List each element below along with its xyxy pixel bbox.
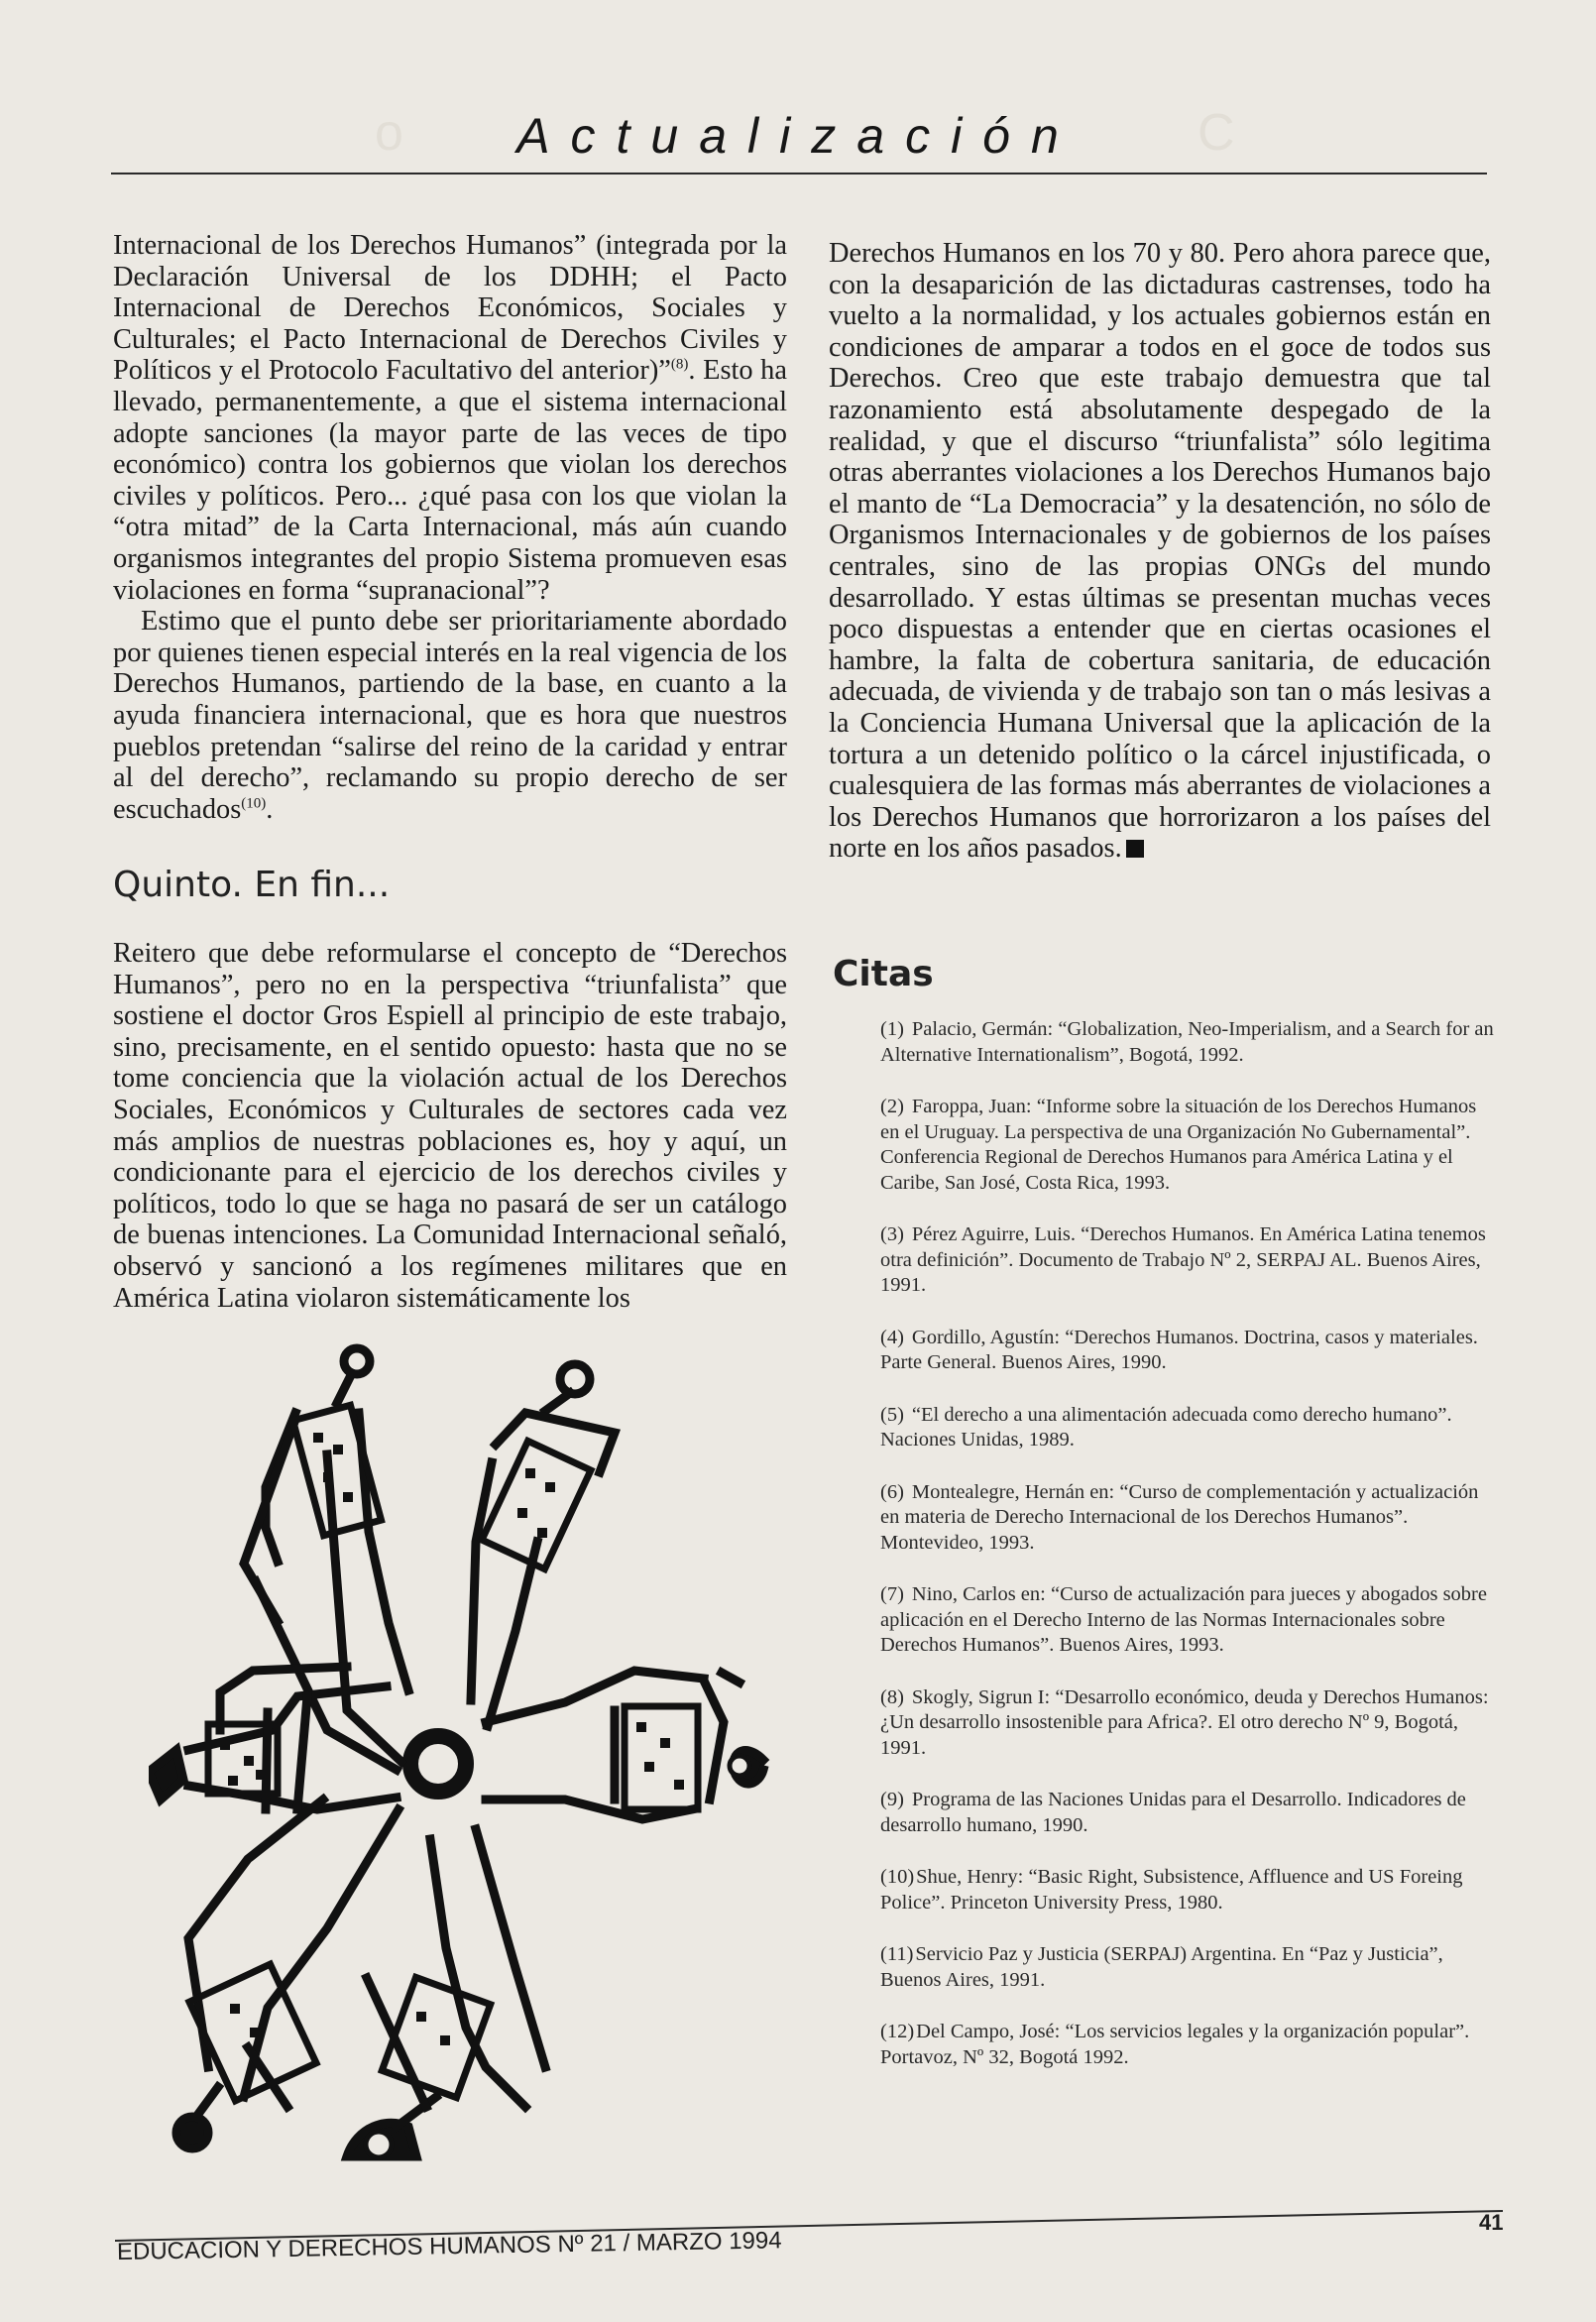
- header-rule: [111, 173, 1487, 174]
- citation-number: (8): [880, 1685, 904, 1708]
- section-title: Actualización: [516, 108, 1080, 164]
- citation-number: (12): [880, 2021, 915, 2042]
- paragraph-text: Estimo que el punto debe ser prioritariamente abordado por quienes tienen especial interés en la real vigencia de los Derechos Humanos, partiendo de la base, en cuanto a la ayuda financiera internacional, que es hora que nuestros pueblos pretendan “salirse del reino de la caridad y entrar al del derecho”, reclamando su propio derecho de ser escuchados: [113, 606, 787, 825]
- citation-text: Nino, Carlos en: “Curso de actualización para jueces y abogados sobre aplicación en el Derecho Interno de las Normas Internacionales sobre Derechos Humanos”. Buenos Aires, 1993.: [880, 1583, 1487, 1656]
- citation-number: (4): [880, 1326, 904, 1348]
- citation-text: Servicio Paz y Justicia (SERPAJ) Argentina. En “Paz y Justicia”, Buenos Aires, 1991.: [880, 1943, 1443, 1991]
- paragraph: [829, 238, 1491, 865]
- citation-item: [880, 1865, 1497, 1916]
- ghost-letter: C: [1197, 104, 1235, 162]
- citation-number: (6): [880, 1480, 904, 1503]
- citation-text: Montealegre, Hernán en: “Curso de complementación y actualización en materia de Derecho Internacional de los Derechos Humanos”. Montevideo, 1993.: [880, 1480, 1479, 1554]
- paragraph: [113, 606, 787, 825]
- footnote-ref: (10): [241, 795, 267, 812]
- citation-text: Pérez Aguirre, Luis. “Derechos Humanos. En América Latina tenemos otra definición”. Documento de Trabajo Nº 2, SERPAJ AL. Buenos Aires, 1991.: [880, 1223, 1486, 1296]
- citation-item: [880, 1222, 1497, 1299]
- end-of-article-mark: [1126, 840, 1144, 858]
- paragraph-text: .: [266, 793, 274, 825]
- citation-number: (5): [880, 1403, 904, 1426]
- citation-text: Faroppa, Juan: “Informe sobre la situación de los Derechos Humanos en el Uruguay. La perspectiva de una Organización No Gubernamental”. Conferencia Regional de Derechos Humanos para América Latina y el Caribe, San José, Costa Rica, 1993.: [880, 1096, 1477, 1194]
- footnote-ref: (8): [670, 356, 689, 373]
- paragraph-text: . Esto ha llevado, permanentemente, a que el sistema internacional adopte sanciones (la mayor parte de las veces de tipo económico) contra los gobiernos que violan los derechos civiles y políticos. Pero... ¿qué pasa con los que violan la “otra mitad” de la Carta Internacional, más aún cuando organismos integrantes del propio Sistema promueven esas violaciones en forma “supranacional”?: [113, 355, 787, 606]
- citation-item: [880, 1095, 1497, 1196]
- citation-number: (9): [880, 1789, 904, 1810]
- citation-item: [880, 1788, 1497, 1838]
- citation-number: (2): [880, 1096, 904, 1117]
- citation-item: [880, 1326, 1497, 1376]
- left-column-lower: [113, 938, 787, 1314]
- citation-item: [880, 1582, 1497, 1659]
- citation-text: “El derecho a una alimentación adecuada como derecho humano”. Naciones Unidas, 1989.: [880, 1403, 1452, 1451]
- citation-number: (3): [880, 1223, 904, 1245]
- citation-number: (7): [880, 1583, 904, 1605]
- paragraph: Reitero que debe reformularse el concepto de “Derechos Humanos”, pero no en la perspectiva “triunfalista” que sostiene el doctor Gros Espiell al principio de este trabajo, sino, precisamente, en el sentido opuesto: hasta que no se tome conciencia que la violación actual de los Derechos Sociales, Económicos y Culturales de sectores cada vez más amplios de nuestras poblaciones es, hoy y aquí, un condicionante para el ejercicio de los derechos civiles y políticos, todo lo que se haga no pasará de ser un catálogo de buenas intenciones. La Comunidad Internacional señaló, observó y sancionó a los regímenes militares que en América Latina violaron sistemáticamente los: [113, 938, 787, 1314]
- ghost-letter: o: [375, 104, 403, 162]
- citation-item: [880, 1017, 1497, 1068]
- citation-text: Skogly, Sigrun I: “Desarrollo económico, deuda y Derechos Humanos: ¿Un desarrollo insostenible para Africa?. El otro derecho Nº 9, Bogotá, 1991.: [880, 1685, 1489, 1759]
- citations-list: [880, 1017, 1497, 2097]
- citation-item: [880, 1480, 1497, 1557]
- right-column: [829, 238, 1491, 865]
- citation-number: (1): [880, 1018, 904, 1040]
- citation-item: [880, 1685, 1497, 1762]
- citation-number: (11): [880, 1943, 914, 1965]
- citation-number: (10): [880, 1866, 915, 1888]
- citation-item: [880, 1942, 1497, 1993]
- paragraph-text: Derechos Humanos en los 70 y 80. Pero ahora parece que, con la desaparición de las dictaduras castrenses, todo ha vuelto a la normalidad, y los actuales gobiernos están en condiciones de amparar a todos en el goce de todos sus Derechos. Creo que este trabajo demuestra que tal razonamiento está absolutamente despegado de la realidad, y que el discurso “triunfalista” sólo legitima otras aberrantes violaciones a los Derechos Humanos bajo el manto de “La Democracia” y la desatención, no sólo de Organismos Internacionales y de gobiernos de los países centrales, sino de las propias ONGs del mundo desarrollado. Y estas últimas se presentan muchas veces poco dispuestas a entender que en ciertas ocasiones el hambre, la falta de cobertura sanitaria, de educación adecuada, de vivienda y de trabajo son tan o más lesivas a la Conciencia Humana Universal que la aplicación de la tortura a un detenido político o la cárcel injustificada, o cualesquiera de las formas más aberrantes de violaciones a los Derechos Humanos que horrorizaron a los países del norte en los años pasados.: [829, 238, 1491, 865]
- paragraph-text: Internacional de los Derechos Humanos” (integrada por la Declaración Universal de los DDHH; el Pacto Internacional de Derechos Económicos, Sociales y Culturales; el Pacto Internacional de Derechos Civiles y Políticos y el Protocolo Facultativo del anterior)”: [113, 230, 787, 387]
- citations-heading: Citas: [833, 954, 934, 994]
- citation-text: Del Campo, José: “Los servicios legales y la organización popular”. Portavoz, Nº 32, Bogotá 1992.: [880, 2021, 1470, 2068]
- section-heading: Quinto. En fin...: [113, 865, 391, 905]
- page-number: 41: [1479, 2210, 1504, 2235]
- paragraph: [113, 230, 787, 606]
- citation-item: [880, 1403, 1497, 1453]
- citation-text: Gordillo, Agustín: “Derechos Humanos. Doctrina, casos y materiales. Parte General. Buenos Aires, 1990.: [880, 1326, 1478, 1373]
- citation-item: [880, 2020, 1497, 2070]
- citation-text: Palacio, Germán: “Globalization, Neo-Imperialism, and a Search for an Alternative Internationalism”, Bogotá, 1992.: [880, 1018, 1494, 1066]
- citation-text: Shue, Henry: “Basic Right, Subsistence, Affluence and US Foreing Police”. Princeton University Press, 1980.: [880, 1866, 1463, 1914]
- publication-line: EDUCACION Y DERECHOS HUMANOS Nº 21 / MARZO 1994: [116, 2227, 782, 2265]
- illustration-figures-around-circle: [149, 1334, 803, 2186]
- citation-text: Programa de las Naciones Unidas para el Desarrollo. Indicadores de desarrollo humano, 1990.: [880, 1789, 1466, 1836]
- left-column: [113, 230, 787, 825]
